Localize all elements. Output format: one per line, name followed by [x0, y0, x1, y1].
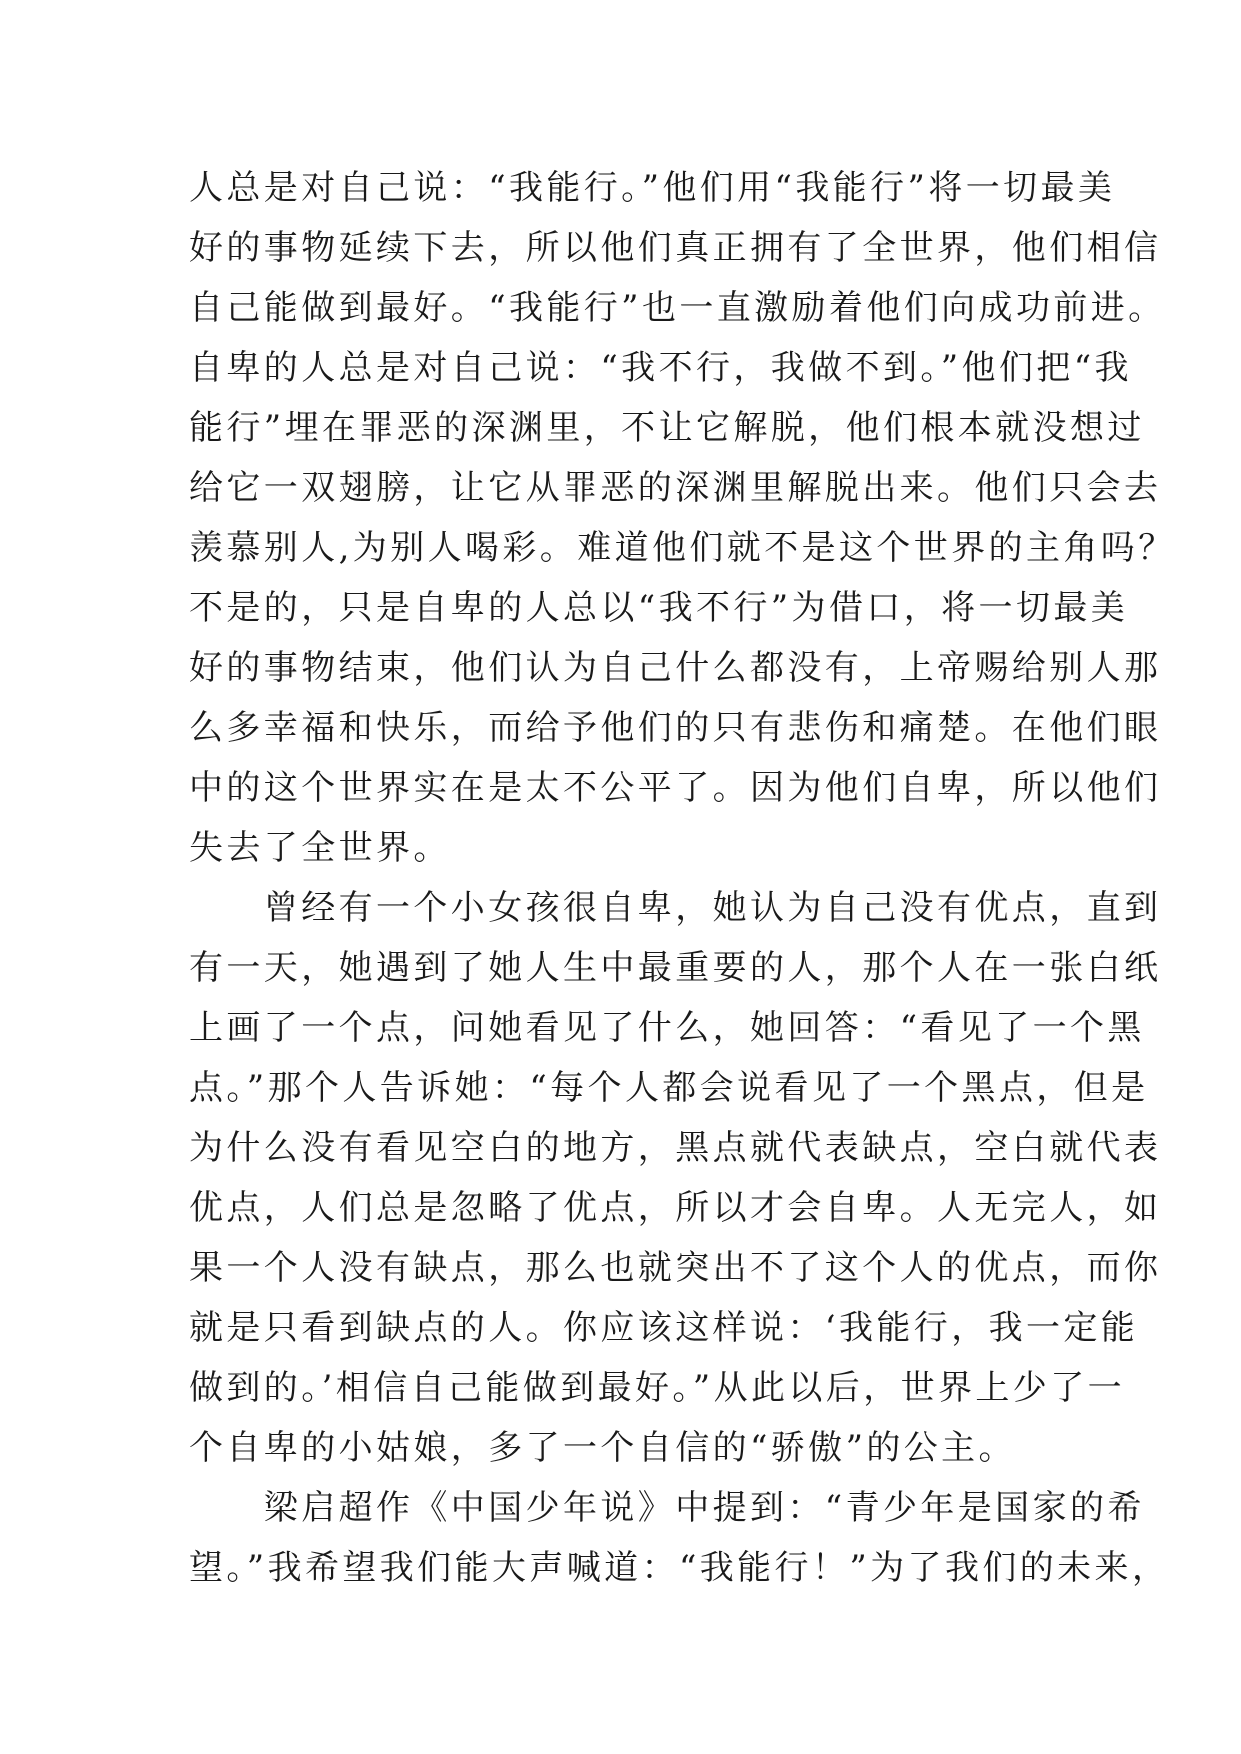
text-line: 优点，人们总是忽略了优点，所以才会自卑。人无完人，如 — [189, 1188, 1162, 1228]
text-line: 不是的，只是自卑的人总以“我不行”为借口，将一切最美 — [189, 588, 1129, 628]
text-line: 中的这个世界实在是太不公平了。因为他们自卑，所以他们 — [189, 768, 1162, 808]
text-line: 做到的。’相信自己能做到最好。”从此以后，世界上少了一 — [189, 1368, 1125, 1408]
text-line: 失去了全世界。 — [189, 828, 451, 868]
text-line: 么多幸福和快乐，而给予他们的只有悲伤和痛楚。在他们眼 — [189, 708, 1162, 748]
text-line: 曾经有一个小女孩很自卑，她认为自己没有优点，直到 — [189, 888, 1162, 928]
text-line: 望。”我希望我们能大声喊道：“我能行！”为了我们的未来， — [189, 1548, 1170, 1588]
text-line: 果一个人没有缺点，那么也就突出不了这个人的优点，而你 — [189, 1248, 1162, 1288]
body-text — [189, 158, 1176, 1598]
text-line: 能行”埋在罪恶的深渊里，不让它解脱，他们根本就没想过 — [189, 408, 1145, 448]
text-line: 好的事物延续下去，所以他们真正拥有了全世界，他们相信 — [189, 228, 1162, 268]
text-line: 有一天，她遇到了她人生中最重要的人，那个人在一张白纸 — [189, 948, 1162, 988]
text-line: 人总是对自己说：“我能行。”他们用“我能行”将一切最美 — [189, 168, 1116, 208]
text-line: 给它一双翅膀，让它从罪恶的深渊里解脱出来。他们只会去 — [189, 468, 1162, 508]
text-line: 上画了一个点，问她看见了什么，她回答：“看见了一个黑 — [189, 1008, 1145, 1048]
text-line: 羡慕别人,为别人喝彩。难道他们就不是这个世界的主角吗？ — [189, 528, 1176, 568]
text-line: 梁启超作《中国少年说》中提到：“青少年是国家的希 — [189, 1488, 1145, 1528]
text-line: 就是只看到缺点的人。你应该这样说：‘我能行，我一定能 — [189, 1308, 1139, 1348]
text-line: 点。”那个人告诉她：“每个人都会说看见了一个黑点，但是 — [189, 1068, 1149, 1108]
text-line: 好的事物结束，他们认为自己什么都没有，上帝赐给别人那 — [189, 648, 1162, 688]
text-line: 为什么没有看见空白的地方，黑点就代表缺点，空白就代表 — [189, 1128, 1162, 1168]
text-line: 个自卑的小姑娘，多了一个自信的“骄傲”的公主。 — [189, 1428, 1016, 1468]
text-line: 自己能做到最好。“我能行”也一直激励着他们向成功前进。 — [189, 288, 1166, 328]
text-line: 自卑的人总是对自己说：“我不行，我做不到。”他们把“我 — [189, 348, 1132, 388]
